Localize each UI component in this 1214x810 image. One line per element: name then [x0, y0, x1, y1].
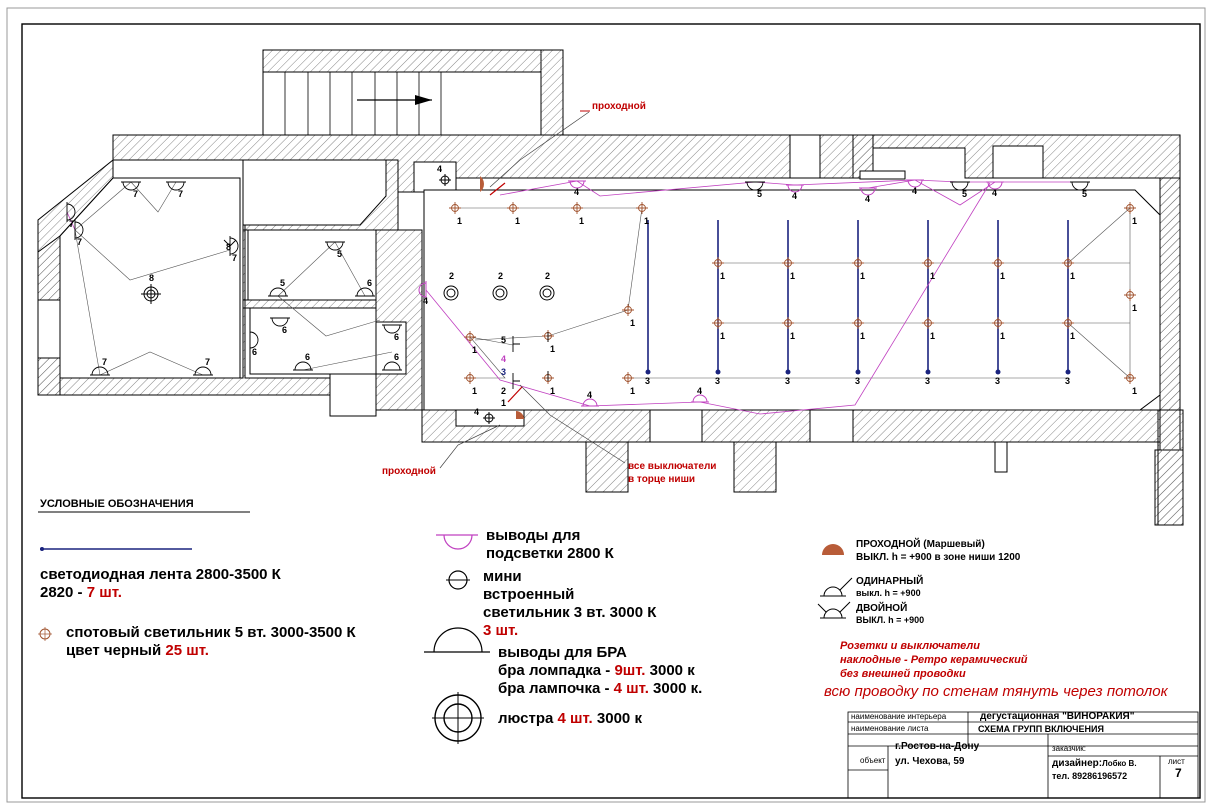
fixture-label-41: 1	[1000, 271, 1006, 281]
tb-customer-label: заказчик:	[1052, 744, 1086, 753]
led-end-63	[996, 370, 1001, 375]
fixture-label-33: 1	[457, 216, 463, 226]
fixture-label-16: 6	[252, 347, 258, 357]
fixture-label-4: 7	[232, 253, 238, 263]
callout-pass-top: проходной	[592, 101, 646, 112]
legend-switch-double-1: ДВОЙНОЙ	[856, 603, 908, 614]
tb-object-label: объект	[860, 756, 886, 765]
fixture-label-25: 4	[423, 296, 429, 306]
fixture-label-69: 1	[501, 398, 507, 408]
tb-city: г.Ростов-на-Дону	[895, 741, 980, 752]
fixture-label-2: 7	[69, 219, 75, 229]
fixture-label-39: 1	[860, 271, 866, 281]
led-end-64	[1066, 370, 1071, 375]
fixture-label-52: 1	[630, 318, 636, 328]
fixture-label-68: 2	[501, 386, 507, 396]
fixture-label-7: 8	[149, 273, 155, 283]
fixture-label-9: 5	[337, 249, 343, 259]
fixture-label-66: 4	[501, 354, 507, 364]
legend-spot-line2: цвет черный 25 шт.	[66, 642, 209, 659]
note-line3: без внешней проводки	[840, 668, 966, 680]
fixture-label-61: 3	[855, 376, 861, 386]
fixture-label-29: 4	[474, 407, 480, 417]
fixture-label-59: 3	[715, 376, 721, 386]
fixture-label-44: 1	[790, 331, 796, 341]
legend-spot-line1: спотовый светильник 5 вт. 3000-3500 К	[66, 624, 356, 641]
fixture-label-26: 4	[587, 390, 593, 400]
legend-switch-double-2: ВЫКЛ. h = +900	[856, 615, 925, 625]
fixture-label-63: 3	[995, 376, 1001, 386]
callout-all-switches-1: все выключатели	[628, 461, 717, 472]
fixture-label-3: 7	[77, 237, 83, 247]
fixture-label-13: 5	[1082, 189, 1088, 199]
fixture-label-11: 5	[757, 189, 763, 199]
fixture-label-20: 4	[574, 187, 580, 197]
fixture-label-22: 4	[865, 194, 871, 204]
fixture-label-64: 3	[1065, 376, 1071, 386]
fixture-label-12: 5	[962, 189, 968, 199]
note-line2: наклодные - Ретро керамический	[840, 654, 1028, 666]
legend-switch-pass-1: ПРОХОДНОЙ (Маршевый)	[856, 539, 985, 550]
fixture-label-1: 7	[178, 189, 184, 199]
fixture-label-10: 5	[280, 278, 286, 288]
fixture-label-23: 4	[912, 186, 918, 196]
fixture-label-19: 6	[394, 352, 400, 362]
fixture-label-0: 7	[133, 189, 139, 199]
legend-bra-line2: бра ломпадка - 9шт. 3000 к	[498, 662, 695, 679]
fixture-label-46: 1	[930, 331, 936, 341]
fixture-label-53: 1	[550, 344, 556, 354]
fixture-label-38: 1	[790, 271, 796, 281]
fixture-label-15: 6	[282, 325, 288, 335]
fixture-label-54: 1	[550, 386, 556, 396]
fixture-label-14: 6	[367, 278, 373, 288]
fixture-label-60: 3	[785, 376, 791, 386]
legend-switch-single-2: выкл. h = +900	[856, 588, 921, 598]
tb-sheet-label: наименование листа	[851, 724, 929, 733]
led-end-59	[716, 370, 721, 375]
legend-backlight-line1: выводы для	[486, 527, 581, 544]
fixture-label-67: 3	[501, 367, 507, 377]
fixture-label-8: 8	[226, 242, 232, 252]
fixture-label-50: 1	[1132, 303, 1138, 313]
tb-interior-label: наименование интерьера	[851, 712, 947, 721]
legend-led-line1: светодиодная лента 2800-3500 К	[40, 566, 281, 583]
tb-designer: дизайнер:Лобко В.	[1052, 758, 1137, 769]
callout-pass-bottom: проходной	[382, 466, 436, 477]
fixture-label-17: 6	[305, 352, 311, 362]
legend-mini-line3: светильник 3 вт. 3000 К	[483, 604, 657, 621]
fixture-label-18: 6	[394, 332, 400, 342]
led-end-62	[926, 370, 931, 375]
legend-led-line2: 2820 - 7 шт.	[40, 584, 122, 601]
fixture-label-36: 1	[644, 216, 650, 226]
fixture-label-45: 1	[860, 331, 866, 341]
legend-switch-single-1: ОДИНАРНЫЙ	[856, 576, 924, 587]
led-end-58	[646, 370, 651, 375]
fixture-label-37: 1	[720, 271, 726, 281]
note-line1: Розетки и выключатели	[840, 640, 980, 652]
fixture-label-24: 4	[992, 188, 998, 198]
fixture-label-35: 1	[579, 216, 585, 226]
fixture-label-43: 1	[720, 331, 726, 341]
fixture-label-62: 3	[925, 376, 931, 386]
led-end-61	[856, 370, 861, 375]
fixture-label-34: 1	[515, 216, 521, 226]
legend-mini-line4: 3 шт.	[483, 622, 519, 639]
tb-interior-value: дегустационная "ВИНОРАКИЯ"	[980, 711, 1135, 722]
fixture-label-40: 1	[930, 271, 936, 281]
legend-mini-line2: встроенный	[483, 586, 575, 603]
fixture-label-6: 7	[205, 357, 211, 367]
fixture-label-28: 4	[437, 164, 443, 174]
fixture-label-47: 1	[1000, 331, 1006, 341]
fixture-label-57: 1	[472, 386, 478, 396]
fixture-label-56: 1	[472, 345, 478, 355]
fixture-label-65: 5	[501, 335, 507, 345]
fixture-label-21: 4	[792, 191, 798, 201]
legend-backlight-line2: подсветки 2800 К	[486, 545, 614, 562]
fixture-label-49: 1	[1132, 216, 1138, 226]
tb-phone: тел. 89286196572	[1052, 771, 1128, 781]
tb-street: ул. Чехова, 59	[895, 756, 965, 767]
fixture-label-31: 2	[498, 271, 504, 281]
legend-switch-pass-2: ВЫКЛ. h = +900 в зоне ниши 1200	[856, 552, 1021, 563]
tb-list-no: 7	[1175, 766, 1182, 780]
fixture-label-27: 4	[697, 386, 703, 396]
fixture-label-42: 1	[1070, 271, 1076, 281]
legend-bra-line3: бра лампочка - 4 шт. 3000 к.	[498, 680, 703, 697]
legend-mini-line1: мини	[483, 568, 522, 585]
fixture-label-32: 2	[545, 271, 551, 281]
tb-list-label: лист	[1168, 757, 1185, 766]
legend-chandelier: люстра 4 шт. 3000 к	[498, 710, 642, 727]
legend-heading: УСЛОВНЫЕ ОБОЗНАЧЕНИЯ	[40, 498, 194, 510]
tb-sheet-value: СХЕМА ГРУПП ВКЛЮЧЕНИЯ	[978, 724, 1104, 734]
fixture-label-30: 2	[449, 271, 455, 281]
led-end-60	[786, 370, 791, 375]
fixture-label-51: 1	[1132, 386, 1138, 396]
note-line4: всю проводку по стенам тянуть через потолок	[824, 683, 1168, 700]
fixture-label-58: 3	[645, 376, 651, 386]
legend-bra-line1: выводы для БРА	[498, 644, 627, 661]
fixture-label-48: 1	[1070, 331, 1076, 341]
callout-all-switches-2: в торце ниши	[628, 474, 696, 485]
fixture-label-5: 7	[102, 357, 108, 367]
fixture-label-55: 1	[630, 386, 636, 396]
